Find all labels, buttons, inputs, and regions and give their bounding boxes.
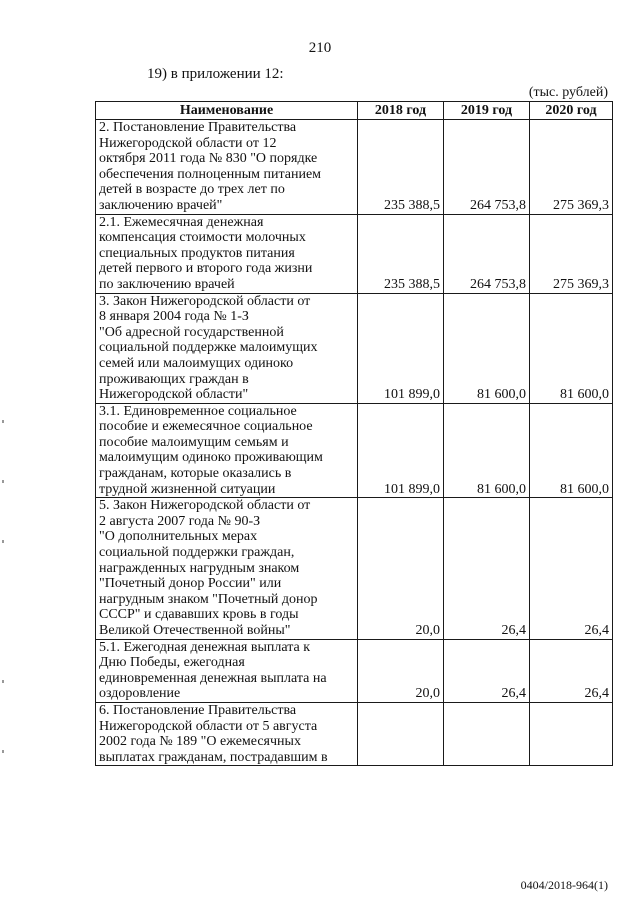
row-name-line: 2 августа 2007 года № 90-З [99,513,261,529]
row-name [96,403,358,498]
row-name-line: 8 января 2004 года № 1-З [99,309,249,325]
row-name-line: 2.1. Ежемесячная денежная [99,214,264,230]
header-2018: 2018 год [358,102,444,120]
value-2020: 275 369,3 [530,214,613,293]
row-name-line: компенсация стоимости молочных [99,230,306,246]
header-2019: 2019 год [444,102,530,120]
row-name-line: 2. Постановление Правительства [99,120,297,135]
units-label: (тыс. рублей) [528,85,608,100]
value-2020: 81 600,0 [530,403,613,498]
row-name-line: специальных продуктов питания [99,245,295,261]
value-2019: 26,4 [444,639,530,702]
row-name [96,498,358,639]
value-2019: 264 753,8 [444,214,530,293]
value-2019 [444,702,530,765]
row-name-line: детей первого и второго года жизни [99,261,313,277]
table-row [96,498,613,639]
row-name-line: единовременная денежная выплата на [99,670,327,686]
value-2018: 20,0 [358,498,444,639]
row-name-line: октября 2011 года № 830 "О порядке [99,151,318,167]
row-name-line: социальной поддержке малоимущих [99,340,318,356]
margin-scan-marks [2,420,6,780]
row-name [96,293,358,403]
row-name-line: заключению врачей" [99,197,223,213]
header-2020: 2020 год [530,102,613,120]
row-name-line: 5. Закон Нижегородской области от [99,498,311,514]
row-name [96,639,358,702]
value-2018: 101 899,0 [358,293,444,403]
table-header-row [96,102,613,120]
row-name [96,214,358,293]
row-name-line: пособие малоимущим семьям и [99,434,289,450]
table-row [96,214,613,293]
row-name-line: "Почетный донор России" или [99,576,282,592]
value-2020: 275 369,3 [530,120,613,215]
row-name-line: Дню Победы, ежегодная [99,655,245,671]
row-name [96,120,358,215]
section-intro: 19) в приложении 12: [147,66,284,82]
row-name [96,702,358,765]
value-2019: 264 753,8 [444,120,530,215]
row-name-line: Великой Отечественной войны" [99,623,291,638]
row-name-line: 6. Постановление Правительства [99,702,297,718]
value-2018: 101 899,0 [358,403,444,498]
row-name-line: малоимущим одиноко проживающим [99,450,323,466]
value-2020: 26,4 [530,498,613,639]
row-name-line: трудной жизненной ситуации [99,481,276,497]
row-name-line: "Об адресной государственной [99,324,284,340]
value-2020: 26,4 [530,639,613,702]
table-row [96,403,613,498]
row-name-line: нагрудным знаком "Почетный донор [99,591,318,607]
table-row [96,293,613,403]
row-name-line: семей или малоимущих одиноко [99,355,294,371]
row-name-line: "О дополнительных мерах [99,529,258,545]
page-number: 210 [308,40,332,56]
row-name-line: пособие и ежемесячное социальное [99,419,313,435]
row-name-line: обеспечения полноценным питанием [99,166,322,182]
row-name-line: 3. Закон Нижегородской области от [99,293,311,309]
row-name-line: гражданам, которые оказались в [99,466,292,482]
value-2018: 20,0 [358,639,444,702]
row-name-line: детей в возрасте до трех лет по [99,182,285,198]
row-name-line: 3.1. Единовременное социальное [99,403,297,419]
row-name-line: СССР" и сдававших кровь в годы [99,607,299,623]
value-2019: 81 600,0 [444,293,530,403]
value-2018: 235 388,5 [358,214,444,293]
table-row [96,120,613,215]
budget-table [95,101,613,766]
row-name-line: оздоровление [99,686,181,702]
row-name-line: по заключению врачей [99,276,235,292]
row-name-line: Нижегородской области от 5 августа [99,718,318,734]
row-name-line: социальной поддержки граждан, [99,545,295,561]
document-code: 0404/2018-964(1) [520,878,608,892]
table-row [96,702,613,765]
row-name-line: 5.1. Ежегодная денежная выплата к [99,639,311,655]
row-name-line: награжденных нагрудным знаком [99,560,300,576]
value-2020 [530,702,613,765]
value-2020: 81 600,0 [530,293,613,403]
row-name-line: выплатах гражданам, пострадавшим в [99,749,328,765]
value-2019: 81 600,0 [444,403,530,498]
row-name-line: Нижегородской области от 12 [99,135,277,151]
row-name-line: Нижегородской области" [99,387,249,403]
table-body [96,120,613,766]
row-name-line: проживающих граждан в [99,371,249,387]
row-name-line: 2002 года № 189 "О ежемесячных [99,734,301,750]
table-row [96,639,613,702]
value-2019: 26,4 [444,498,530,639]
value-2018: 235 388,5 [358,120,444,215]
value-2018 [358,702,444,765]
header-name: Наименование [96,102,358,120]
